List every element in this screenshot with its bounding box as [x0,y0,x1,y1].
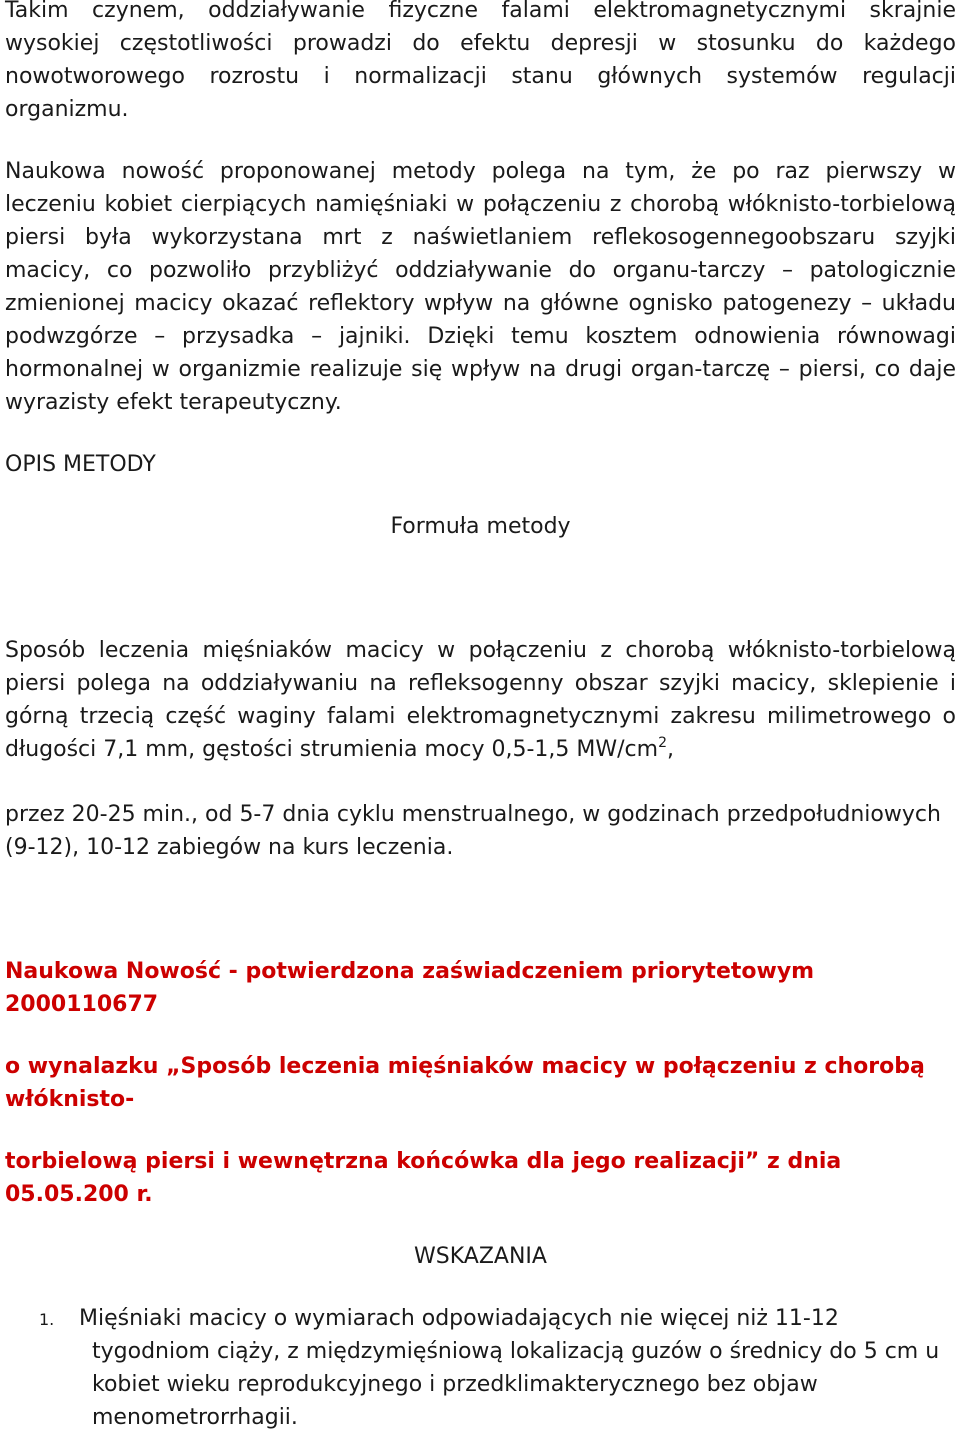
invention-title-line-2: torbielową piersi i wewnętrzna końcówka dla jego realizacji” z dnia 05.05.200 r. [5,1149,842,1207]
treatment-method-end: , [666,737,674,762]
unit-superscript: 2 [658,735,667,751]
indications-list [5,1302,956,1434]
treatment-method-text: Sposób leczenia mięśniaków macicy w połączeniu z chorobą włóknisto-torbielową piersi polega na oddziaływaniu na refleksogenny obszar szyjki macicy, sklepienie i górną trzecią część waginy falami elektromagnetycznymi zakresu milimetrowego o długości 7,1 mm, gęstości strumienia mocy 0,5-1,5 MW/cm [5,638,956,762]
list-item [5,1302,956,1434]
spacer [5,1116,956,1145]
list-item-text: Mięśniaki macicy o wymiarach odpowiadających nie więcej niż 11-12 tygodniom ciąży, z międzymięśniową lokalizacją guzów o średnicy do 5 cm u kobiet wieku reprodukcyjnego i przedklimakterycznego bez objaw menometrorrhagii. [79,1306,940,1430]
spacer [5,864,956,924]
spacer [5,1211,956,1240]
spacer [5,1021,956,1050]
heading-indications: WSKAZANIA [414,1244,547,1269]
paragraph-effect: Takim czynem, oddziaływanie fizyczne falami elektromagnetycznymi skrajnie wysokiej częstotliwości prowadzi do efektu depresji w stosunku do każdego nowotworowego rozrostu i normalizacji stanu głównych systemów regulacji organizmu. [5,0,956,122]
spacer [5,924,956,955]
novelty-certificate-line: Naukowa Nowość - potwierdzona zaświadczeniem priorytetowym 2000110677 [5,959,815,1017]
spacer [5,543,956,634]
paragraph-treatment-schedule: przez 20-25 min., od 5-7 dnia cyklu menstrualnego, w godzinach przedpołudniowych (9-12), 10-12 zabiegów na kurs leczenia. [5,802,941,860]
paragraph-treatment-method [5,634,956,766]
list-item-number: 1. [39,1310,55,1329]
invention-title-line-1: o wynalazku „Sposób leczenia mięśniaków macicy w połączeniu z chorobą włóknisto- [5,1054,925,1112]
paragraph-scientific-novelty: Naukowa nowość proponowanej metody polega na tym, że po raz pierwszy w leczeniu kobiet cierpiących namięśniaki w połączeniu z chorobą włóknisto-torbielową piersi była wykorzystana mrt z naświetlaniem reflekosogennegoobszaru szyjki macicy, co pozwoliło przybliżyć oddziaływanie do organu-tarczy – patologicznie zmienionej macicy okazać reflektory wpływ na główne ognisko patogenezy – układu podwzgórze – przysadka – jajniki. Dzięki temu kosztem odnowienia równowagi hormonalnej w organizmie realizuje się wpływ na drugi organ-tarczę – piersi, co daje wyrazisty efekt terapeutyczny. [5,159,956,415]
spacer [5,481,956,510]
spacer [5,126,956,155]
heading-method-description: OPIS METODY [5,452,156,477]
document-page [5,0,956,1434]
spacer [5,1273,956,1302]
spacer [5,766,956,798]
heading-method-formula: Formuła metody [390,514,571,539]
spacer [5,419,956,448]
